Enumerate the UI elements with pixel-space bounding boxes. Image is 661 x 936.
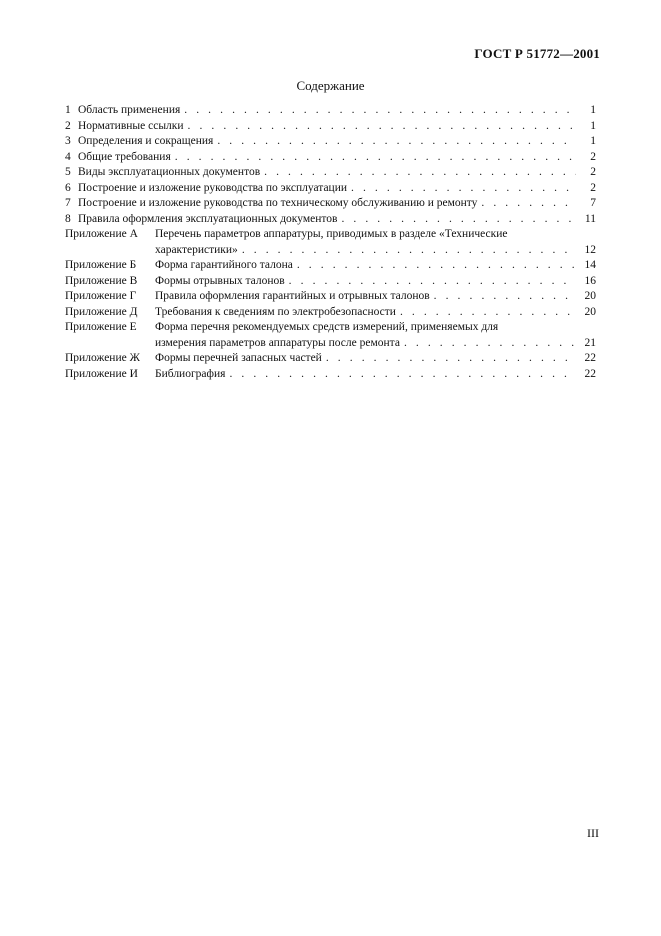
toc-entry-3[interactable] [65,134,596,150]
dot-leader [297,258,576,274]
toc-entry-2[interactable] [65,119,596,135]
toc-entry-number: 6 [65,181,71,194]
toc-entry-number: 8 [65,212,71,225]
toc-entry-page: 11 [584,212,596,225]
dot-leader [242,243,576,259]
toc-entry-title: Область применения [78,104,181,116]
appendix-label: Приложение Ж [65,352,140,364]
appendix-title: Библиография [155,367,226,380]
toc-appendix-e[interactable] [65,320,596,351]
toc-entry-title: Нормативные ссылки [78,119,184,132]
appendix-label: Приложение Б [65,259,137,271]
appendix-page: 22 [584,367,596,380]
document-code: ГОСТ Р 51772—2001 [474,46,600,61]
toc-appendix-v[interactable] [65,274,596,290]
appendix-label: Приложение А [65,228,138,240]
appendix-page: 22 [584,352,596,364]
toc-heading: Содержание [296,78,365,93]
appendix-title-line-1: Форма перечня рекомендуемых средств измерений, применяемых для [155,321,499,333]
toc-appendix-i[interactable] [65,367,596,383]
appendix-page: 14 [584,259,596,271]
appendix-page: 20 [584,290,596,302]
toc-entry-4[interactable] [65,150,596,166]
toc-entry-page: 7 [590,197,596,209]
toc-appendix-a[interactable] [65,227,596,258]
dot-leader [400,305,576,321]
dot-leader [434,289,576,305]
appendix-label: Приложение Д [65,305,138,318]
appendix-title: Форма гарантийного талона [155,259,293,271]
toc-entry-title: Правила оформления эксплуатационных документов [78,212,338,225]
appendix-title-line-1: Перечень параметров аппаратуры, приводимых в разделе «Технические [155,228,508,240]
dot-leader [184,103,576,119]
appendix-label: Приложение Г [65,290,137,302]
toc-entry-page: 2 [590,181,596,194]
toc-entry-number: 1 [65,104,71,116]
dot-leader [217,134,576,150]
appendix-label: Приложение Е [65,321,137,333]
toc-entry-title: Общие требования [78,150,171,163]
dot-leader [229,367,576,383]
dot-leader [341,212,576,228]
dot-leader [481,196,576,212]
dot-leader [404,336,576,352]
toc-appendix-b[interactable] [65,258,596,274]
toc-entry-title: Определения и сокращения [78,135,214,147]
appendix-title: Формы перечней запасных частей [155,352,322,364]
dot-leader [264,165,576,181]
dot-leader [326,351,576,367]
table-of-contents [65,103,596,382]
toc-entry-number: 2 [65,119,71,132]
toc-entry-number: 5 [65,166,71,178]
dot-leader [175,150,576,166]
toc-entry-title: Построение и изложение руководства по техническому обслуживанию и ремонту [78,197,478,209]
toc-entry-8[interactable] [65,212,596,228]
appendix-label: Приложение И [65,367,138,380]
toc-entry-page: 2 [590,150,596,163]
appendix-label: Приложение В [65,274,138,287]
dot-leader [188,119,576,135]
toc-entry-1[interactable] [65,103,596,119]
toc-entry-page: 1 [590,135,596,147]
appendix-page: 16 [584,274,596,287]
toc-entry-7[interactable] [65,196,596,212]
toc-appendix-zh[interactable] [65,351,596,367]
toc-entry-number: 4 [65,150,71,163]
appendix-title: Требования к сведениям по электробезопасности [155,305,396,318]
appendix-title-line-2: измерения параметров аппаратуры после ремонта [155,336,400,349]
toc-appendix-d[interactable] [65,305,596,321]
dot-leader [289,274,576,290]
toc-entry-title: Построение и изложение руководства по эксплуатации [78,181,348,194]
appendix-title: Правила оформления гарантийных и отрывных талонов [155,290,430,302]
appendix-page: 12 [584,243,596,256]
toc-entry-page: 1 [590,104,596,116]
toc-entry-6[interactable] [65,181,596,197]
dot-leader [351,181,576,197]
appendix-title: Формы отрывных талонов [155,274,285,287]
appendix-page: 21 [584,336,596,349]
appendix-title-line-2: характеристики» [155,243,238,256]
toc-entry-5[interactable] [65,165,596,181]
page-number: III [587,826,599,840]
toc-appendix-g[interactable] [65,289,596,305]
toc-entry-number: 7 [65,197,71,209]
toc-entry-number: 3 [65,135,71,147]
appendix-page: 20 [584,305,596,318]
toc-entry-page: 1 [590,119,596,132]
toc-entry-page: 2 [590,166,596,178]
toc-entry-title: Виды эксплуатационных документов [78,166,261,178]
